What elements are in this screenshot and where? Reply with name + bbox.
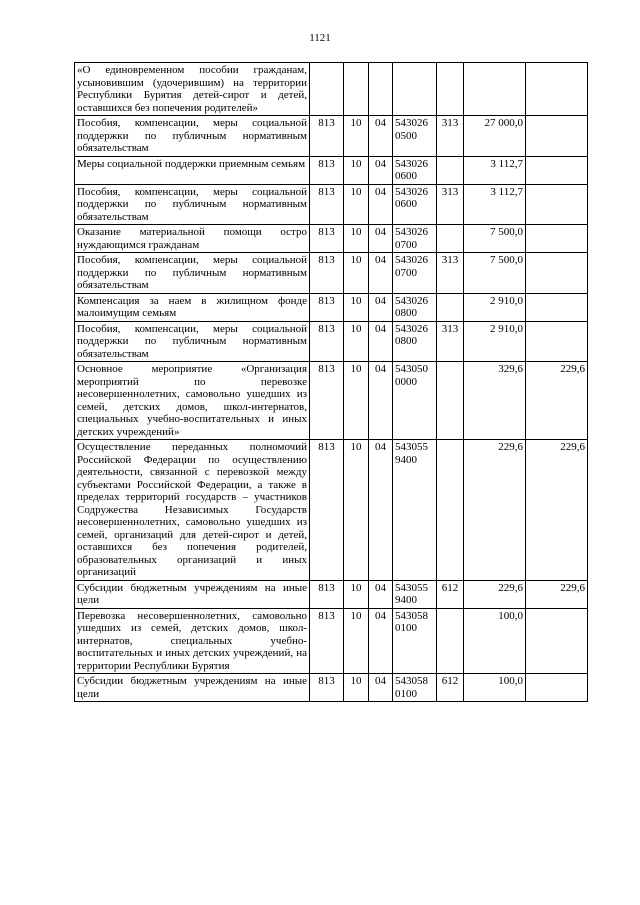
- row-expense-type-code: [437, 156, 464, 184]
- table-row: [75, 184, 588, 225]
- row-subsection-code: 04: [369, 674, 393, 702]
- row-amount: 3 112,7: [464, 184, 526, 225]
- row-target-code: 543026 0800: [393, 321, 437, 362]
- table-row: [75, 674, 588, 702]
- row-grbs-code: 813: [310, 362, 344, 440]
- row-amount-federal: [526, 184, 588, 225]
- row-grbs-code: 813: [310, 225, 344, 253]
- table-row: [75, 156, 588, 184]
- row-amount: [464, 63, 526, 116]
- row-subsection-code: 04: [369, 580, 393, 608]
- row-amount-federal: 229,6: [526, 440, 588, 581]
- row-name: Меры социальной поддержки приемным семьям: [75, 156, 310, 184]
- row-name: «О единовременном пособии гражданам, усыновившим (удочерившим) на территории Республики Бурятия детей-сирот и детей, оставшихся без попечения родителей»: [75, 63, 310, 116]
- row-expense-type-code: [437, 608, 464, 674]
- row-expense-type-code: 612: [437, 580, 464, 608]
- row-section-code: 10: [344, 440, 369, 581]
- row-amount-federal: [526, 321, 588, 362]
- page-number: 1121: [309, 32, 331, 44]
- row-amount-federal: [526, 156, 588, 184]
- table-row: [75, 63, 588, 116]
- row-subsection-code: 04: [369, 362, 393, 440]
- row-grbs-code: 813: [310, 293, 344, 321]
- table-row: [75, 608, 588, 674]
- row-name: Субсидии бюджетным учреждениям на иные цели: [75, 580, 310, 608]
- row-grbs-code: 813: [310, 674, 344, 702]
- row-grbs-code: [310, 63, 344, 116]
- table-row: [75, 580, 588, 608]
- row-name: Пособия, компенсации, меры социальной поддержки по публичным нормативным обязательствам: [75, 184, 310, 225]
- row-target-code: 543055 9400: [393, 580, 437, 608]
- row-name: Осуществление переданных полномочий Российской Федерации по осуществлению деятельности, связанной с перевозкой между субъектами Российской Федерации, а также в пределах территорий государств – участников Содружества Независимых Государств несовершеннолетних, самовольно ушедших из семей, организаций для детей-сирот и детей, оставшихся без попечения родителей, образовательных организаций и иных организаций: [75, 440, 310, 581]
- row-grbs-code: 813: [310, 156, 344, 184]
- row-grbs-code: 813: [310, 116, 344, 157]
- row-subsection-code: 04: [369, 440, 393, 581]
- row-amount: 27 000,0: [464, 116, 526, 157]
- row-amount: 229,6: [464, 580, 526, 608]
- row-amount-federal: [526, 225, 588, 253]
- row-section-code: 10: [344, 253, 369, 294]
- row-target-code: 543058 0100: [393, 608, 437, 674]
- row-name: Пособия, компенсации, меры социальной поддержки по публичным нормативным обязательствам: [75, 321, 310, 362]
- row-expense-type-code: 612: [437, 674, 464, 702]
- row-amount: 7 500,0: [464, 225, 526, 253]
- row-expense-type-code: [437, 63, 464, 116]
- row-amount: 3 112,7: [464, 156, 526, 184]
- row-grbs-code: 813: [310, 184, 344, 225]
- row-amount: 329,6: [464, 362, 526, 440]
- row-expense-type-code: 313: [437, 184, 464, 225]
- row-amount: 2 910,0: [464, 293, 526, 321]
- row-section-code: 10: [344, 184, 369, 225]
- row-section-code: 10: [344, 225, 369, 253]
- row-section-code: 10: [344, 608, 369, 674]
- row-expense-type-code: [437, 362, 464, 440]
- row-expense-type-code: 313: [437, 253, 464, 294]
- row-subsection-code: 04: [369, 321, 393, 362]
- table-row: [75, 225, 588, 253]
- row-amount: 100,0: [464, 608, 526, 674]
- row-target-code: 543026 0600: [393, 156, 437, 184]
- row-name: Пособия, компенсации, меры социальной поддержки по публичным нормативным обязательствам: [75, 253, 310, 294]
- row-subsection-code: 04: [369, 116, 393, 157]
- row-grbs-code: 813: [310, 253, 344, 294]
- row-name: Оказание материальной помощи остро нуждающимся гражданам: [75, 225, 310, 253]
- row-amount-federal: [526, 674, 588, 702]
- table-row: [75, 440, 588, 581]
- row-target-code: 543026 0600: [393, 184, 437, 225]
- row-grbs-code: 813: [310, 580, 344, 608]
- row-expense-type-code: [437, 293, 464, 321]
- row-subsection-code: 04: [369, 608, 393, 674]
- row-name: Компенсация за наем в жилищном фонде малоимущим семьям: [75, 293, 310, 321]
- row-name: Субсидии бюджетным учреждениям на иные цели: [75, 674, 310, 702]
- row-section-code: [344, 63, 369, 116]
- row-name: Основное мероприятие «Организация мероприятий по перевозке несовершеннолетних, самовольно ушедших из семей, детских домов, школ-интернатов, специальных учебно-воспитательных и иных детских учреждений»: [75, 362, 310, 440]
- row-expense-type-code: 313: [437, 321, 464, 362]
- budget-table: [74, 62, 588, 702]
- row-target-code: 543026 0700: [393, 225, 437, 253]
- table-row: [75, 293, 588, 321]
- row-expense-type-code: [437, 225, 464, 253]
- table-row: [75, 362, 588, 440]
- row-name: Перевозка несовершеннолетних, самовольно ушедших из семей, детских домов, школ-интернатов, специальных учебно-воспитательных и иных детских учреждений, на территории Республики Бурятия: [75, 608, 310, 674]
- row-target-code: 543050 0000: [393, 362, 437, 440]
- row-amount: 7 500,0: [464, 253, 526, 294]
- row-expense-type-code: [437, 440, 464, 581]
- row-amount: 100,0: [464, 674, 526, 702]
- row-section-code: 10: [344, 321, 369, 362]
- row-target-code: 543058 0100: [393, 674, 437, 702]
- row-target-code: [393, 63, 437, 116]
- row-subsection-code: 04: [369, 184, 393, 225]
- row-grbs-code: 813: [310, 608, 344, 674]
- row-subsection-code: 04: [369, 293, 393, 321]
- row-amount-federal: [526, 253, 588, 294]
- row-target-code: 543026 0500: [393, 116, 437, 157]
- row-amount-federal: 229,6: [526, 580, 588, 608]
- row-subsection-code: 04: [369, 253, 393, 294]
- row-section-code: 10: [344, 293, 369, 321]
- row-grbs-code: 813: [310, 321, 344, 362]
- row-section-code: 10: [344, 580, 369, 608]
- row-section-code: 10: [344, 116, 369, 157]
- row-grbs-code: 813: [310, 440, 344, 581]
- row-amount-federal: [526, 608, 588, 674]
- table-row: [75, 253, 588, 294]
- row-amount: 229,6: [464, 440, 526, 581]
- row-section-code: 10: [344, 362, 369, 440]
- row-amount-federal: [526, 116, 588, 157]
- row-target-code: 543055 9400: [393, 440, 437, 581]
- row-subsection-code: 04: [369, 156, 393, 184]
- row-section-code: 10: [344, 156, 369, 184]
- row-amount-federal: [526, 293, 588, 321]
- table-row: [75, 321, 588, 362]
- row-target-code: 543026 0800: [393, 293, 437, 321]
- row-subsection-code: 04: [369, 225, 393, 253]
- table-row: [75, 116, 588, 157]
- row-amount-federal: 229,6: [526, 362, 588, 440]
- row-target-code: 543026 0700: [393, 253, 437, 294]
- row-amount-federal: [526, 63, 588, 116]
- row-amount: 2 910,0: [464, 321, 526, 362]
- row-name: Пособия, компенсации, меры социальной поддержки по публичным нормативным обязательствам: [75, 116, 310, 157]
- row-subsection-code: [369, 63, 393, 116]
- budget-table-body: [75, 63, 588, 702]
- row-expense-type-code: 313: [437, 116, 464, 157]
- row-section-code: 10: [344, 674, 369, 702]
